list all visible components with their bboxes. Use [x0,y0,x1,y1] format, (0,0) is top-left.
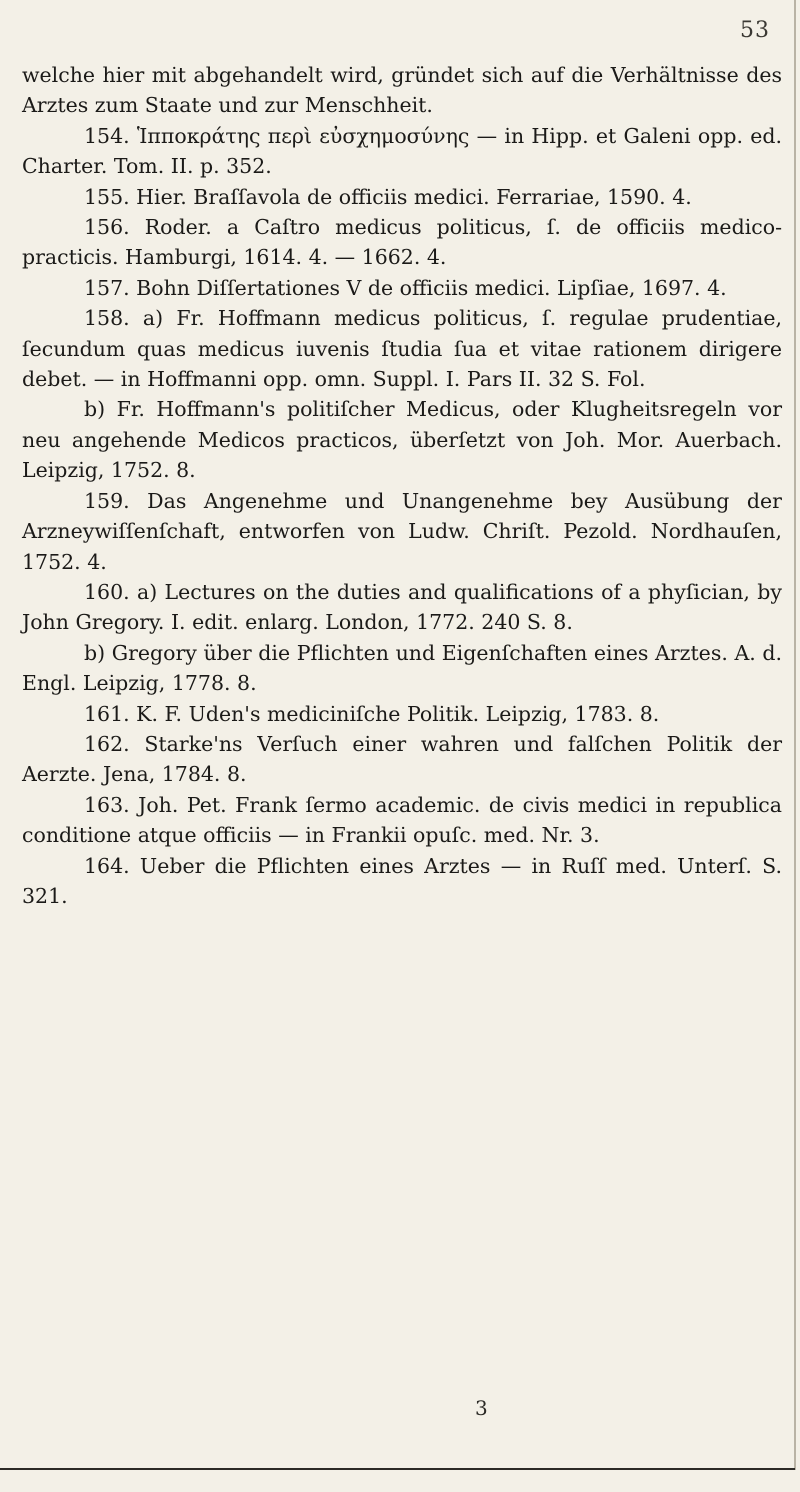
page-number: 53 [740,18,770,43]
bibliography-list [22,60,782,911]
page-edge [794,0,796,1470]
entry-157: 157. Bohn Diſſertationes V de officiis medici. Lipſiae, 1697. 4. [84,275,727,300]
entry-158b: b) Fr. Hoffmann's politiſcher Medicus, oder Klugheitsregeln vor neu angehende Medicos practicos, überſetzt von Joh. Mor. Auerbach. Leipzig, 1752. 8. [22,397,782,483]
entry-161: 161. K. F. Uden's mediciniſche Politik. Leipzig, 1783. 8. [84,701,660,726]
signature-mark: 3 [475,1396,488,1420]
entry-160a: 160. a) Lectures on the duties and qualifications of a phyſician, by John Gregory. I. edit. enlarg. London, 1772. 240 S. 8. [22,579,782,635]
entry-154: 154. Ἱπποκράτης περὶ εὐσχημοσύνης — in Hipp. et Galeni opp. ed. Charter. Tom. II. p. 352. [22,123,782,179]
entry-163: 163. Joh. Pet. Frank ſermo academic. de civis medici in republica conditione atque officiis — in Frankii opuſc. med. Nr. 3. [22,792,782,848]
bottom-rule [0,1468,795,1470]
entry-159: 159. Das Angenehme und Unangenehme bey Ausübung der Arzneywiſſenſchaft, entworfen von Ludw. Chriſt. Pezold. Nordhauſen, 1752. 4. [22,488,782,574]
entry-162: 162. Starke'ns Verſuch einer wahren und falſchen Politik der Aerzte. Jena, 1784. 8. [22,731,782,787]
entry-164: 164. Ueber die Pflichten eines Arztes — in Ruſſ med. Unterſ. S. 321. [22,853,782,908]
entry-160b: b) Gregory über die Pflichten und Eigenſchaften eines Arztes. A. d. Engl. Leipzig, 1778. 8. [22,640,782,696]
entry-158a: 158. a) Fr. Hoffmann medicus politicus, ſ. regulae prudentiae, ſecundum quas medicus iuvenis ſtudia ſua et vitae rationem dirigere debet. — in Hoffmanni opp. omn. Suppl. I. Pars II. 32 S. Fol. [22,306,782,392]
entry-156: 156. Roder. a Caſtro medicus politicus, ſ. de officiis medico-practicis. Hamburgi, 1614. 4. — 1662. 4. [22,215,782,270]
entry-155: 155. Hier. Braſſavola de officiis medici. Ferrariae, 1590. 4. [84,184,692,209]
entry-153-continuation: welche hier mit abgehandelt wird, gründet sich auf die Verhältnisse des Arztes zum Staate und zur Menschheit. [22,63,782,118]
